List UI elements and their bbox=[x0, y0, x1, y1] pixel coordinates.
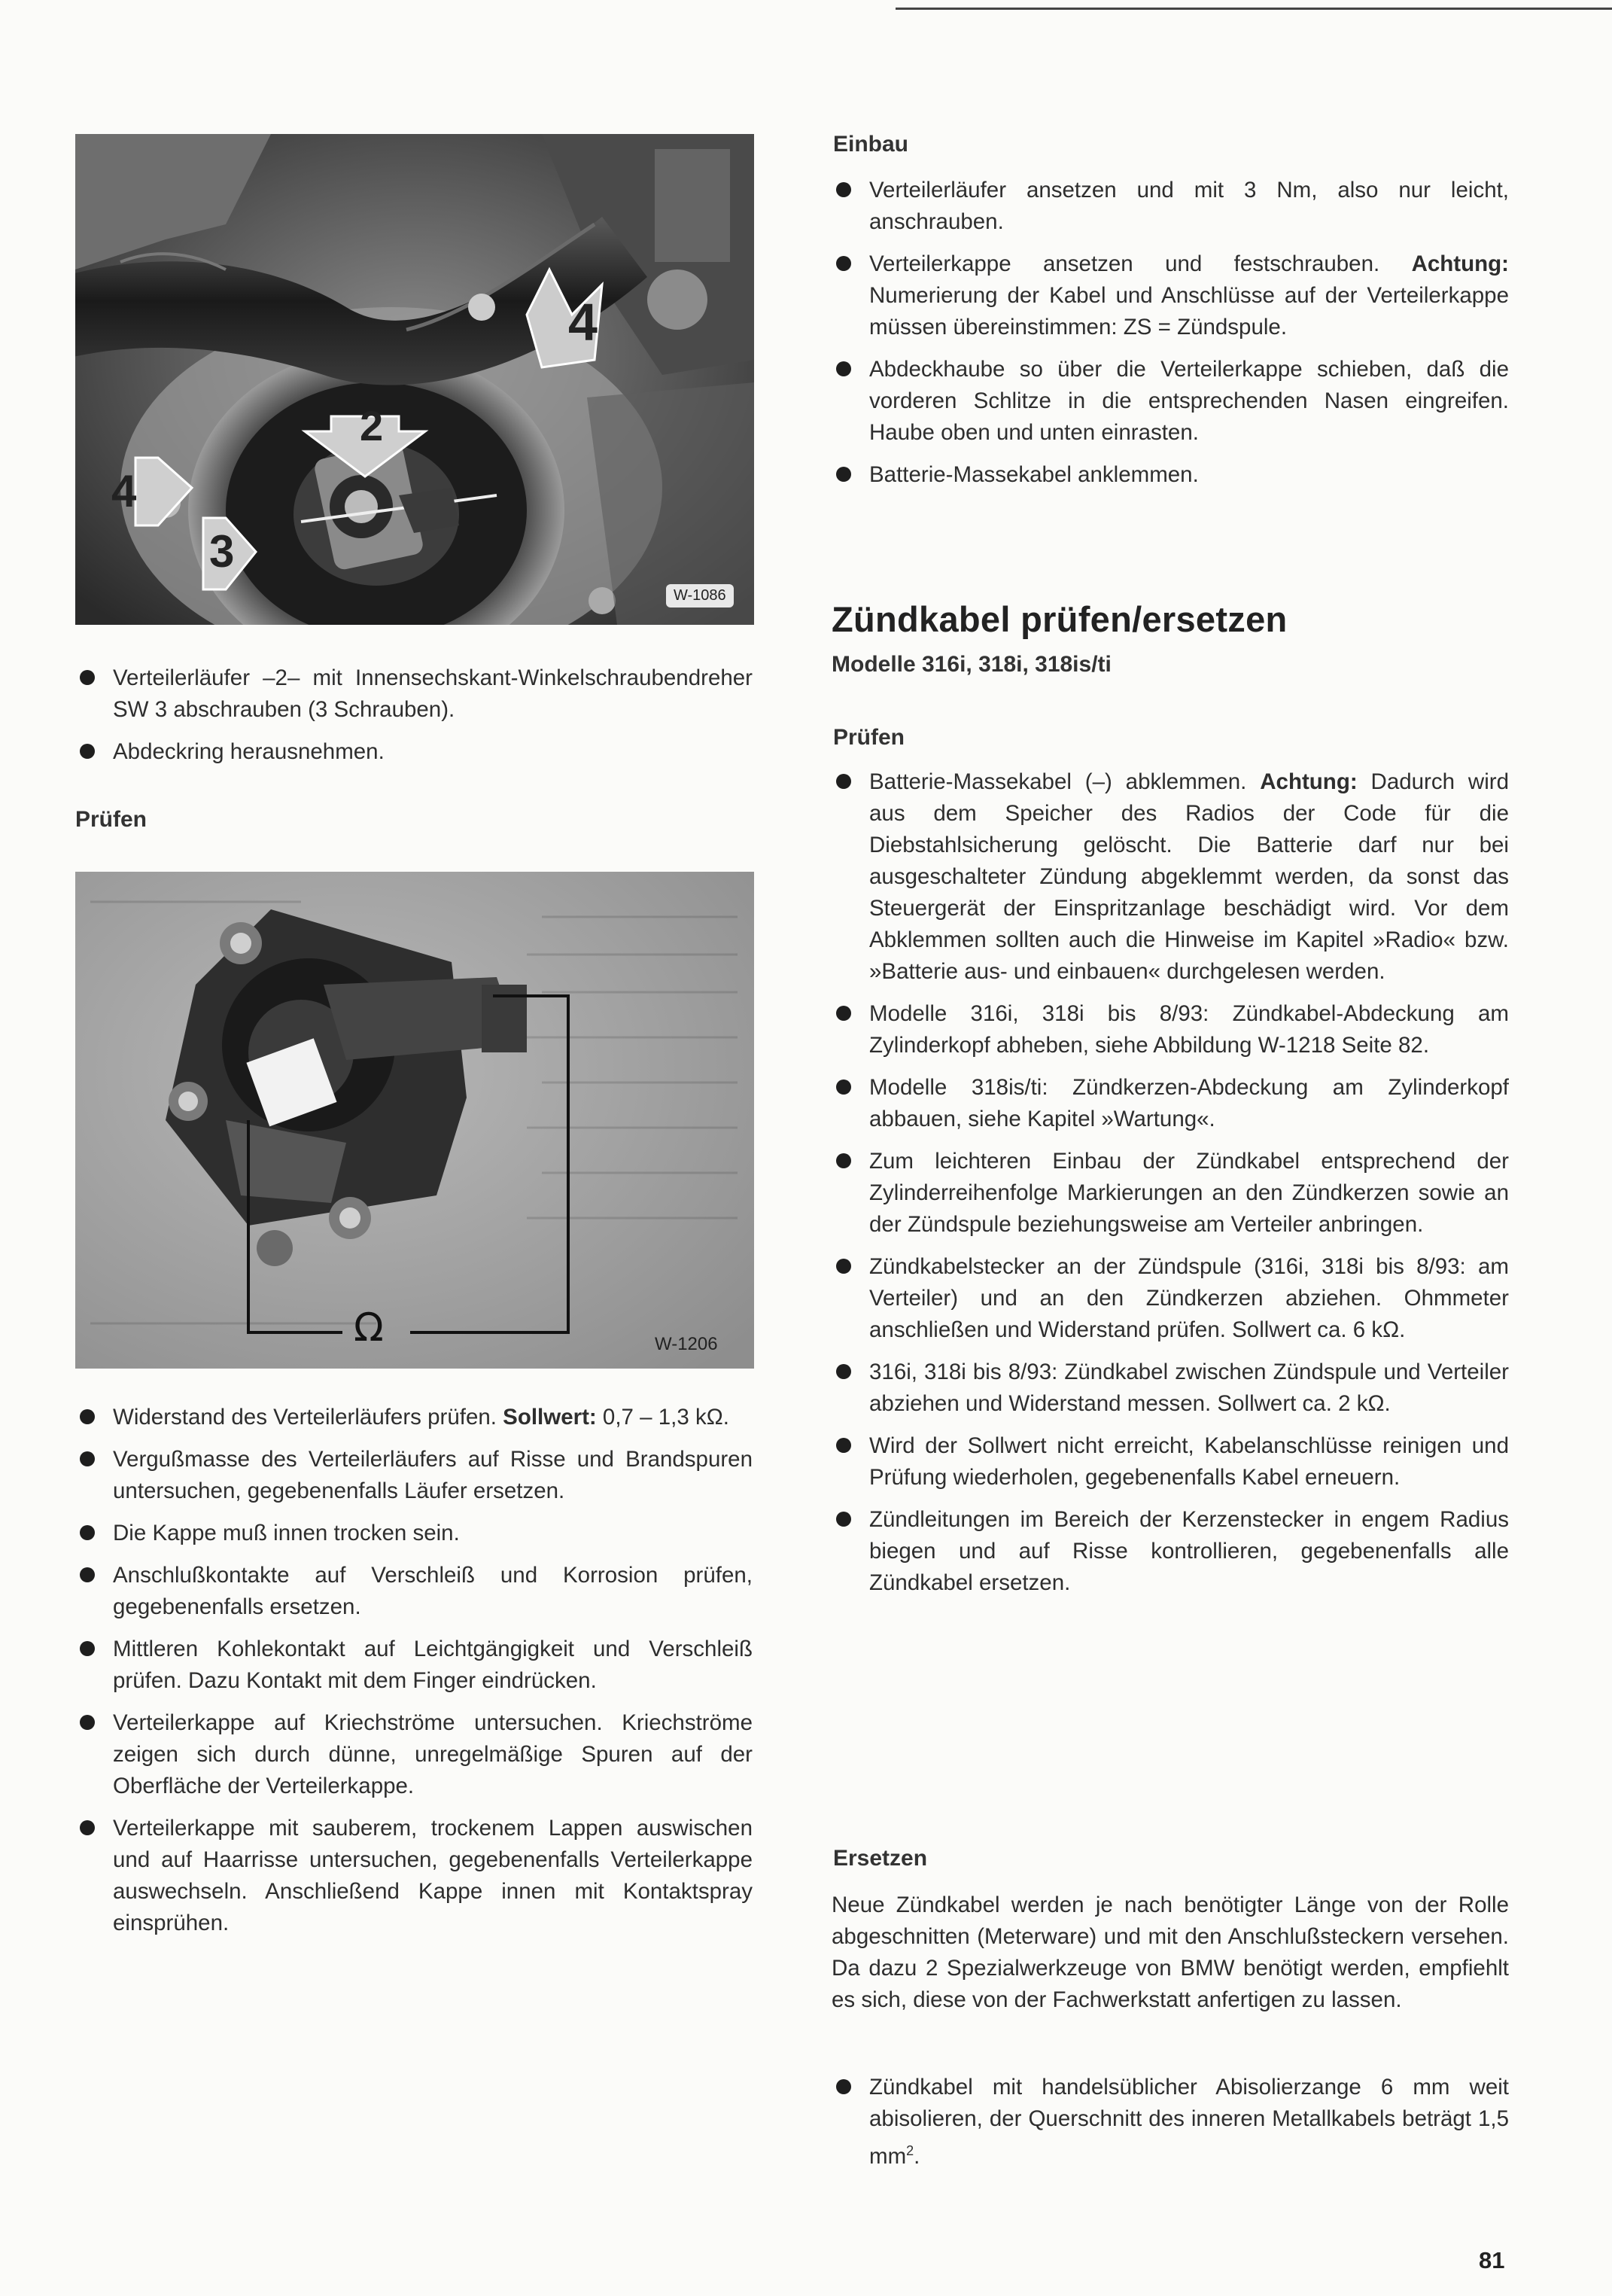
bullet-dot bbox=[836, 1438, 851, 1453]
bullet-dot bbox=[836, 1512, 851, 1527]
engine-photo-graphic bbox=[75, 134, 754, 625]
pruefen-bullets bbox=[832, 766, 1509, 1609]
bullet-item: Widerstand des Verteilerläufers prüfen. Sollwert: 0,7 – 1,3 kΩ. bbox=[75, 1402, 753, 1433]
marker-2: 2 bbox=[360, 402, 384, 449]
bullet-item: Batterie-Massekabel (–) abklemmen. Achtung: Dadurch wird aus dem Speicher des Radios der Code für die Diebstahlsicherung gelöscht. Die Batterie darf nur bei ausgeschalteter Zündung abgeklemmt werden, da sonst das Steuergerät der Einspritzanlage beschädigt wird. Vor dem Abklemmen sollten auch die Hinweise im Kapitel »Radio« bzw. »Batterie aus- und einbauen« durchgelesen werden. bbox=[832, 766, 1509, 988]
bullet-item: Verteilerläufer ansetzen und mit 3 Nm, also nur leicht, anschrauben. bbox=[832, 175, 1509, 238]
bullet-dot bbox=[80, 1409, 95, 1424]
bullet-item: Zündleitungen im Bereich der Kerzenstecker in engem Radius biegen und auf Risse kontrollieren, gegebenenfalls alle Zündkabel ersetzen. bbox=[832, 1504, 1509, 1599]
bullet-item: Verteilerläufer –2– mit Innensechskant-Winkelschraubendreher SW 3 abschrauben (3 Schrauben). bbox=[75, 662, 753, 726]
section-subtitle: Modelle 316i, 318i, 318is/ti bbox=[832, 652, 1112, 677]
marker-4-left: 4 bbox=[111, 466, 137, 516]
page-number: 81 bbox=[1479, 2247, 1505, 2273]
bullet-item: Vergußmasse des Verteilerläufers auf Risse und Brandspuren untersuchen, gegebenenfalls Läufer ersetzen. bbox=[75, 1444, 753, 1507]
bullet-dot bbox=[80, 1641, 95, 1656]
heading-einbau: Einbau bbox=[833, 132, 909, 157]
bullet-dot bbox=[836, 1153, 851, 1168]
bullet-dot bbox=[836, 2079, 851, 2094]
marker-4-top: 4 bbox=[568, 293, 598, 352]
bullet-dot bbox=[836, 774, 851, 789]
bullet-item: Wird der Sollwert nicht erreicht, Kabelanschlüsse reinigen und Prüfung wiederholen, gegebenenfalls Kabel erneuern. bbox=[832, 1430, 1509, 1494]
bullet-dot bbox=[80, 1820, 95, 1835]
bullet-dot bbox=[836, 467, 851, 482]
engine-photo-w1086 bbox=[75, 134, 754, 625]
bullet-dot bbox=[80, 670, 95, 685]
bullet-item: Zündkabel mit handelsüblicher Abisolierzange 6 mm weit abisolieren, der Querschnitt des inneren Metallkabels beträgt 1,5 $mm^2$. bbox=[832, 2072, 1509, 2173]
bullet-dot bbox=[836, 1006, 851, 1021]
bullet-item: Modelle 316i, 318i bis 8/93: Zündkabel-Abdeckung am Zylinderkopf abheben, siehe Abbildung W-1218 Seite 82. bbox=[832, 998, 1509, 1061]
marker-3: 3 bbox=[209, 526, 235, 577]
bullet-dot bbox=[836, 1364, 851, 1379]
ersetzen-bullets bbox=[832, 2072, 1509, 2183]
bullet-dot bbox=[80, 1715, 95, 1730]
bullet-dot bbox=[836, 361, 851, 376]
bullet-dot bbox=[80, 1451, 95, 1466]
heading-pruefen-right: Prüfen bbox=[833, 725, 905, 750]
bullet-dot bbox=[836, 1259, 851, 1274]
bullet-item: Abdeckring herausnehmen. bbox=[75, 736, 753, 768]
ersetzen-paragraph: Neue Zündkabel werden je nach benötigter Länge von der Rolle abgeschnitten (Meterware) und mit den Anschlußsteckern versehen. Da dazu 2 Spezialwerkzeuge von BMW benötigt werden, empfiehlt es sich, diese von der Fachwerkstatt anfertigen zu lassen. bbox=[832, 1893, 1509, 2012]
heading-pruefen-left: Prüfen bbox=[75, 807, 148, 832]
ohm-symbol: Ω bbox=[354, 1305, 384, 1350]
bullet-item: Verteilerkappe auf Kriechströme untersuchen. Kriechströme zeigen sich durch dünne, unregelmäßige Spuren auf der Oberfläche der Verteilerkappe. bbox=[75, 1707, 753, 1802]
bullet-dot bbox=[836, 1079, 851, 1095]
figure-label-w1086: W-1086 bbox=[666, 584, 734, 607]
figure-label-w1206: W-1206 bbox=[655, 1334, 718, 1354]
bullet-dot bbox=[80, 744, 95, 759]
bullet-dot bbox=[80, 1525, 95, 1540]
left-bullets-bottom bbox=[75, 1402, 753, 1950]
section-title: Zündkabel prüfen/ersetzen bbox=[832, 599, 1288, 639]
bullet-item: Modelle 318is/ti: Zündkerzen-Abdeckung am Zylinderkopf abbauen, siehe Kapitel »Wartung«. bbox=[832, 1072, 1509, 1135]
bullet-item: Abdeckhaube so über die Verteilerkappe schieben, daß die vorderen Schlitze in die entsprechenden Nasen eingreifen. Haube oben und unten einrasten. bbox=[832, 354, 1509, 449]
einbau-bullets bbox=[832, 175, 1509, 501]
heading-ersetzen: Ersetzen bbox=[833, 1846, 928, 1871]
bullet-item: Verteilerkappe mit sauberem, trockenem Lappen auswischen und auf Haarrisse untersuchen, gegebenenfalls Verteilerkappe auswechseln. Anschließend Kappe innen mit Kontaktspray einsprühen. bbox=[75, 1813, 753, 1939]
bullet-dot bbox=[80, 1567, 95, 1582]
bullet-item: Batterie-Massekabel anklemmen. bbox=[832, 459, 1509, 491]
bullet-item: Die Kappe muß innen trocken sein. bbox=[75, 1518, 753, 1549]
bullet-dot bbox=[836, 182, 851, 197]
bullet-item: 316i, 318i bis 8/93: Zündkabel zwischen Zündspule und Verteiler abziehen und Widerstand messen. Sollwert ca. 2 kΩ. bbox=[832, 1357, 1509, 1420]
bullet-item: Verteilerkappe ansetzen und festschrauben. Achtung: Numerierung der Kabel und Anschlüsse auf der Verteilerkappe müssen übereinstimmen: ZS = Zündspule. bbox=[832, 248, 1509, 343]
bullet-item: Zündkabelstecker an der Zündspule (316i, 318i bis 8/93: am Verteiler) und an den Zündkerzen abziehen. Ohmmeter anschließen und Widerstand prüfen. Sollwert ca. 6 kΩ. bbox=[832, 1251, 1509, 1346]
bullet-item: Anschlußkontakte auf Verschleiß und Korrosion prüfen, gegebenenfalls ersetzen. bbox=[75, 1560, 753, 1623]
rotor-photo-w1206 bbox=[75, 872, 754, 1369]
top-rule bbox=[896, 8, 1612, 10]
bullet-item: Zum leichteren Einbau der Zündkabel entsprechend der Zylinderreihenfolge Markierungen an den Zündkerzen sowie an der Zündspule beziehungsweise am Verteiler anbringen. bbox=[832, 1146, 1509, 1241]
bullet-item: Mittleren Kohlekontakt auf Leichtgängigkeit und Verschleiß prüfen. Dazu Kontakt mit dem Finger eindrücken. bbox=[75, 1634, 753, 1697]
left-bullets-top bbox=[75, 662, 753, 778]
rotor-photo-graphic bbox=[75, 872, 754, 1369]
bullet-dot bbox=[836, 256, 851, 271]
